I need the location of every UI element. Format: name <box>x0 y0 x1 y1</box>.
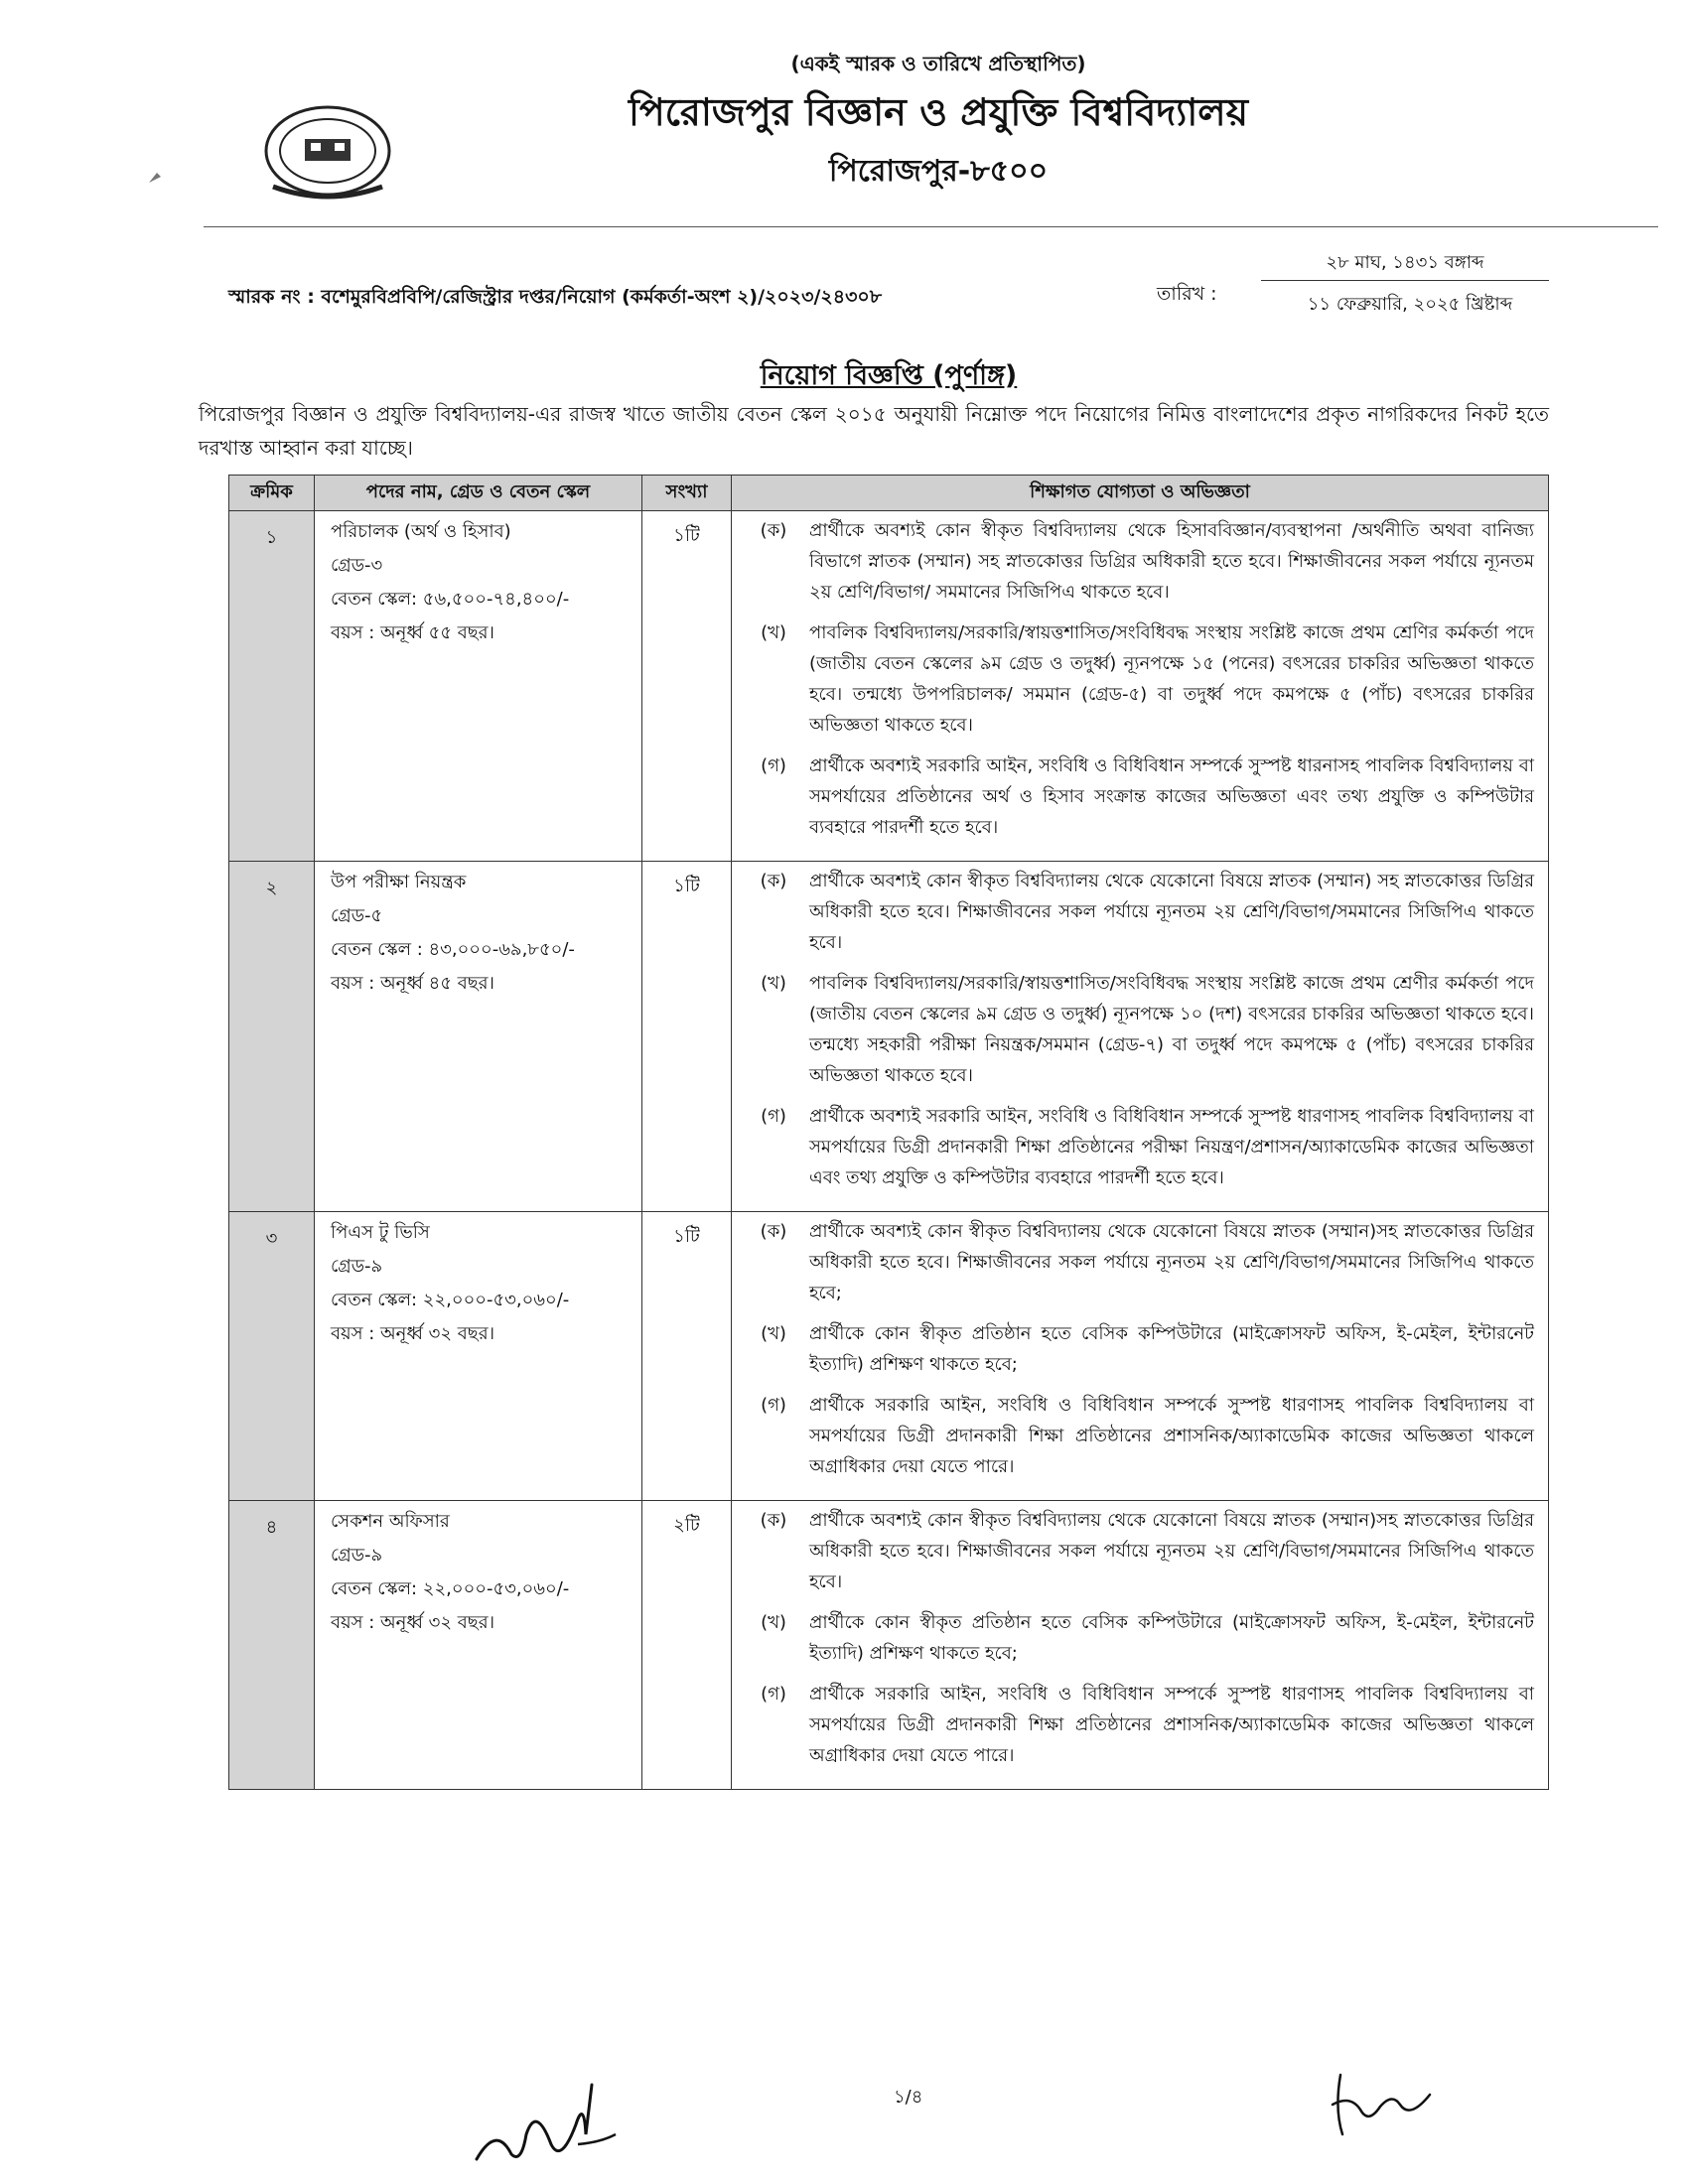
qualification-item <box>738 1101 1534 1193</box>
memo-number: স্মারক নং : বশেমুরবিপ্রবিপি/রেজিস্ট্রার দপ্তর/নিয়োগ (কর্মকর্তা-অংশ ২)/২০২৩/২৪৩০৮ <box>228 286 883 308</box>
post-post-name: পিএস টু ভিসি <box>331 1222 430 1243</box>
row-qualifications <box>732 862 1549 1212</box>
row-post <box>315 862 642 1212</box>
qualification-item <box>738 1679 1534 1771</box>
post-grade: গ্রেড-৯ <box>331 1545 383 1566</box>
row-post <box>315 511 642 862</box>
table-row <box>229 1212 1549 1501</box>
qualification-item <box>738 968 1534 1091</box>
qualification-marker: (খ) <box>761 1612 786 1633</box>
university-name: পিরোজপুর বিজ্ঞান ও প্রযুক্তি বিশ্ববিদ্যালয় <box>628 90 1248 134</box>
row-count: ২টি <box>642 1501 732 1790</box>
notice-intro: পিরোজপুর বিজ্ঞান ও প্রযুক্তি বিশ্ববিদ্যালয়-এর রাজস্ব খাতে জাতীয় বেতন স্কেল ২০১৫ অনুযায়ী নিম্নোক্ত পদে নিয়োগের নিমিত্ত বাংলাদেশের প্রকৃত নাগরিকদের নিকট হতে দরখাস্ত আহ্বান করা যাচ্ছে। <box>199 402 1549 460</box>
qualification-item <box>738 617 1534 741</box>
post-age: বয়স : অনূর্ধ্ব ৪৫ বছর। <box>331 973 494 994</box>
qualification-marker: (গ) <box>761 755 786 776</box>
page-number: ১/৪ <box>894 2087 923 2108</box>
post-grade: গ্রেড-৩ <box>331 555 383 576</box>
post-post-name: পরিচালক (অর্থ ও হিসাব) <box>331 521 511 542</box>
table-header-row <box>229 476 1549 511</box>
header-divider <box>204 226 1658 227</box>
qualification-item <box>738 751 1534 843</box>
qualification-item <box>738 515 1534 608</box>
date-label: তারিখ : <box>1157 283 1217 305</box>
qualification-item <box>738 1505 1534 1597</box>
qualification-marker: (গ) <box>761 1684 786 1705</box>
qualification-marker: (খ) <box>761 973 786 994</box>
qualification-marker: (গ) <box>761 1395 786 1416</box>
post-age: বয়স : অনূর্ধ্ব ৩২ বছর। <box>331 1612 495 1633</box>
row-serial: ২ <box>229 862 315 1212</box>
qualification-text: পাবলিক বিশ্ববিদ্যালয়/সরকারি/স্বায়ত্তশাসিত/সংবিধিবদ্ধ সংস্থায় সংশ্লিষ্ট কাজে প্রথম শ্রেণীর কর্মকর্তা পদে (জাতীয় বেতন স্কেলের ৯ম গ্রেড ও তদুর্ধ্ব) ন্যূনপক্ষে ১০ (দশ) বৎসরের চাকরির অভিজ্ঞতা থাকতে হবে। তন্মধ্যে সহকারী পরীক্ষা নিয়ন্ত্রক/সমমান (গ্রেড-৭) বা তদুর্ধ্ব পদে কমপক্ষে ৫ (পাঁচ) বৎসরের চাকরির অভিজ্ঞতা থাকতে হবে। <box>809 973 1534 1086</box>
date-english: ১১ ফেব্রুয়ারি, ২০২৫ খ্রিষ্টাব্দ <box>1307 294 1513 315</box>
qualification-item <box>738 1607 1534 1669</box>
row-serial: ৪ <box>229 1501 315 1790</box>
post-post-name: উপ পরীক্ষা নিয়ন্ত্রক <box>331 872 467 892</box>
qualification-item <box>738 1390 1534 1482</box>
notice-title: নিয়োগ বিজ্ঞপ্তি (পুর্ণাঙ্গ) <box>760 360 1018 391</box>
post-pay-scale: বেতন স্কেল : ৪৩,০০০-৬৯,৮৫০/- <box>331 939 575 960</box>
post-grade: গ্রেড-৯ <box>331 1256 383 1277</box>
post-post-name: সেকশন অফিসার <box>331 1511 450 1532</box>
qualification-text: প্রার্থীকে সরকারি আইন, সংবিধি ও বিধিবিধান সম্পর্কে সুস্পষ্ট ধারণাসহ পাবলিক বিশ্ববিদ্যালয় বা সমপর্যায়ের ডিগ্রী প্রদানকারী শিক্ষা প্রতিষ্ঠানের প্রশাসনিক/অ্যাকাডেমিক কাজের অভিজ্ঞতা থাকলে অগ্রাধিকার দেয়া যেতে পারে। <box>809 1395 1534 1477</box>
qualification-text: প্রার্থীকে অবশ্যই কোন স্বীকৃত বিশ্ববিদ্যালয় থেকে যেকোনো বিষয়ে স্নাতক (সম্মান) সহ স্নাতকোত্তর ডিগ্রির অধিকারী হতে হবে। শিক্ষাজীবনের সকল পর্যায়ে ন্যূনতম ২য় শ্রেণি/বিভাগ/সমমানের সিজিপিএ থাকতে হবে। <box>809 871 1534 953</box>
table-row <box>229 511 1549 862</box>
qualification-text: প্রার্থীকে অবশ্যই কোন স্বীকৃত বিশ্ববিদ্যালয় থেকে যেকোনো বিষয়ে স্নাতক (সম্মান)সহ স্নাতকোত্তর ডিগ্রির অধিকারী হতে হবে। শিক্ষাজীবনের সকল পর্যায়ে ন্যূনতম ২য় শ্রেণি/বিভাগ/সমমানের সিজিপিএ থাকতে হবে। <box>809 1510 1534 1592</box>
header-count: সংখ্যা <box>642 476 732 511</box>
date-divider <box>1261 280 1549 281</box>
header-qualifications: শিক্ষাগত যোগ্যতা ও অভিজ্ঞতা <box>732 476 1549 511</box>
post-pay-scale: বেতন স্কেল: ২২,০০০-৫৩,০৬০/- <box>331 1290 570 1310</box>
qualification-text: প্রার্থীকে সরকারি আইন, সংবিধি ও বিধিবিধান সম্পর্কে সুস্পষ্ট ধারণাসহ পাবলিক বিশ্ববিদ্যালয় বা সমপর্যায়ের ডিগ্রী প্রদানকারী শিক্ষা প্রতিষ্ঠানের প্রশাসনিক/অ্যাকাডেমিক কাজের অভিজ্ঞতা থাকলে অগ্রাধিকার দেয়া যেতে পারে। <box>809 1684 1534 1766</box>
qualification-marker: (গ) <box>761 1106 786 1127</box>
row-count: ১টি <box>642 511 732 862</box>
qualification-item <box>738 1216 1534 1308</box>
qualification-text: প্রার্থীকে কোন স্বীকৃত প্রতিষ্ঠান হতে বেসিক কম্পিউটারে (মাইক্রোসফট অফিস, ই-মেইল, ইন্টারনেট ইত্যাদি) প্রশিক্ষণ থাকতে হবে; <box>809 1612 1534 1664</box>
signature-right <box>1321 2065 1440 2144</box>
table-row <box>229 1501 1549 1790</box>
qualification-text: প্রার্থীকে অবশ্যই সরকারি আইন, সংবিধি ও বিধিবিধান সম্পর্কে সুস্পষ্ট ধারনাসহ পাবলিক বিশ্ববিদ্যালয় বা সমপর্যায়ের প্রতিষ্ঠানের অর্থ ও হিসাব সংক্রান্ত কাজের অভিজ্ঞতা এবং তথ্য প্রযুক্তি ও কম্পিউটার ব্যবহারে পারদর্শী হতে হবে। <box>809 755 1534 838</box>
row-qualifications <box>732 511 1549 862</box>
date-bangla: ২৮ মাঘ, ১৪৩১ বঙ্গাব্দ <box>1326 252 1484 273</box>
row-qualifications <box>732 1501 1549 1790</box>
post-pay-scale: বেতন স্কেল: ৫৬,৫০০-৭৪,৪০০/- <box>331 589 570 610</box>
signature-left <box>467 2065 626 2174</box>
qualification-text: প্রার্থীকে অবশ্যই কোন স্বীকৃত বিশ্ববিদ্যালয় থেকে যেকোনো বিষয়ে স্নাতক (সম্মান)সহ স্নাতকোত্তর ডিগ্রির অধিকারী হতে হবে। শিক্ষাজীবনের সকল পর্যায়ে ন্যূনতম ২য় শ্রেণি/বিভাগ/সমমানের সিজিপিএ থাকতে হবে; <box>809 1221 1534 1303</box>
table-row <box>229 862 1549 1212</box>
post-pay-scale: বেতন স্কেল: ২২,০০০-৫৩,০৬০/- <box>331 1578 570 1599</box>
qualification-marker: (খ) <box>761 622 786 643</box>
qualification-marker: (ক) <box>760 871 787 891</box>
qualification-marker: (ক) <box>760 1510 787 1531</box>
row-post <box>315 1501 642 1790</box>
row-serial: ১ <box>229 511 315 862</box>
qualification-marker: (ক) <box>760 520 787 541</box>
qualification-text: পাবলিক বিশ্ববিদ্যালয়/সরকারি/স্বায়ত্তশাসিত/সংবিধিবদ্ধ সংস্থায় সংশ্লিষ্ট কাজে প্রথম শ্রেণির কর্মকর্তা পদে (জাতীয় বেতন স্কেলের ৯ম গ্রেড ও তদুর্ধ্ব) ন্যূনপক্ষে ১৫ (পনের) বৎসরের চাকরির অভিজ্ঞতা থাকতে হবে। তন্মধ্যে উপপরিচালক/ সমমান (গ্রেড-৫) বা তদুর্ধ্ব পদে কমপক্ষে ৫ (পাঁচ) বৎসরের চাকরির অভিজ্ঞতা থাকতে হবে। <box>809 622 1534 736</box>
qualification-marker: (ক) <box>760 1221 787 1242</box>
row-post <box>315 1212 642 1501</box>
qualification-text: প্রার্থীকে অবশ্যই সরকারি আইন, সংবিধি ও বিধিবিধান সম্পর্কে সুস্পষ্ট ধারণাসহ পাবলিক বিশ্ববিদ্যালয় বা সমপর্যায়ের ডিগ্রী প্রদানকারী শিক্ষা প্রতিষ্ঠানের পরীক্ষা নিয়ন্ত্রণ/প্রশাসন/অ্যাকাডেমিক কাজের অভিজ্ঞতা এবং তথ্য প্রযুক্তি ও কম্পিউটার ব্যবহারে পারদর্শী হতে হবে। <box>809 1106 1534 1188</box>
row-serial: ৩ <box>229 1212 315 1501</box>
post-age: বয়স : অনূর্ধ্ব ৫৫ বছর। <box>331 622 494 643</box>
qualification-text: প্রার্থীকে অবশ্যই কোন স্বীকৃত বিশ্ববিদ্যালয় থেকে হিসাববিজ্ঞান/ব্যবস্থাপনা /অর্থনীতি অথবা বানিজ্য বিভাগে স্নাতক (সম্মান) সহ স্নাতকোত্তর ডিগ্রির অধিকারী হতে হবে। শিক্ষাজীবনের সকল পর্যায়ে ন্যূনতম ২য় শ্রেণি/বিভাগ/ সমমানের সিজিপিএ থাকতে হবে। <box>809 520 1534 603</box>
university-city: পিরোজপুর-৮৫০০ <box>828 154 1049 189</box>
row-count: ১টি <box>642 862 732 1212</box>
row-count: ১টি <box>642 1212 732 1501</box>
header-serial: ক্রমিক <box>229 476 315 511</box>
vacancy-table <box>228 475 1549 1790</box>
qualification-item <box>738 1318 1534 1380</box>
qualification-text: প্রার্থীকে কোন স্বীকৃত প্রতিষ্ঠান হতে বেসিক কম্পিউটারে (মাইক্রোসফট অফিস, ই-মেইল, ইন্টারনেট ইত্যাদি) প্রশিক্ষণ থাকতে হবে; <box>809 1323 1534 1375</box>
replaced-note: (একই স্মারক ও তারিখে প্রতিস্থাপিত) <box>790 52 1086 75</box>
row-qualifications <box>732 1212 1549 1501</box>
post-age: বয়স : অনূর্ধ্ব ৩২ বছর। <box>331 1323 495 1344</box>
qualification-marker: (খ) <box>761 1323 786 1344</box>
post-grade: গ্রেড-৫ <box>331 905 383 926</box>
qualification-item <box>738 866 1534 958</box>
header-post: পদের নাম, গ্রেড ও বেতন স্কেল <box>315 476 642 511</box>
